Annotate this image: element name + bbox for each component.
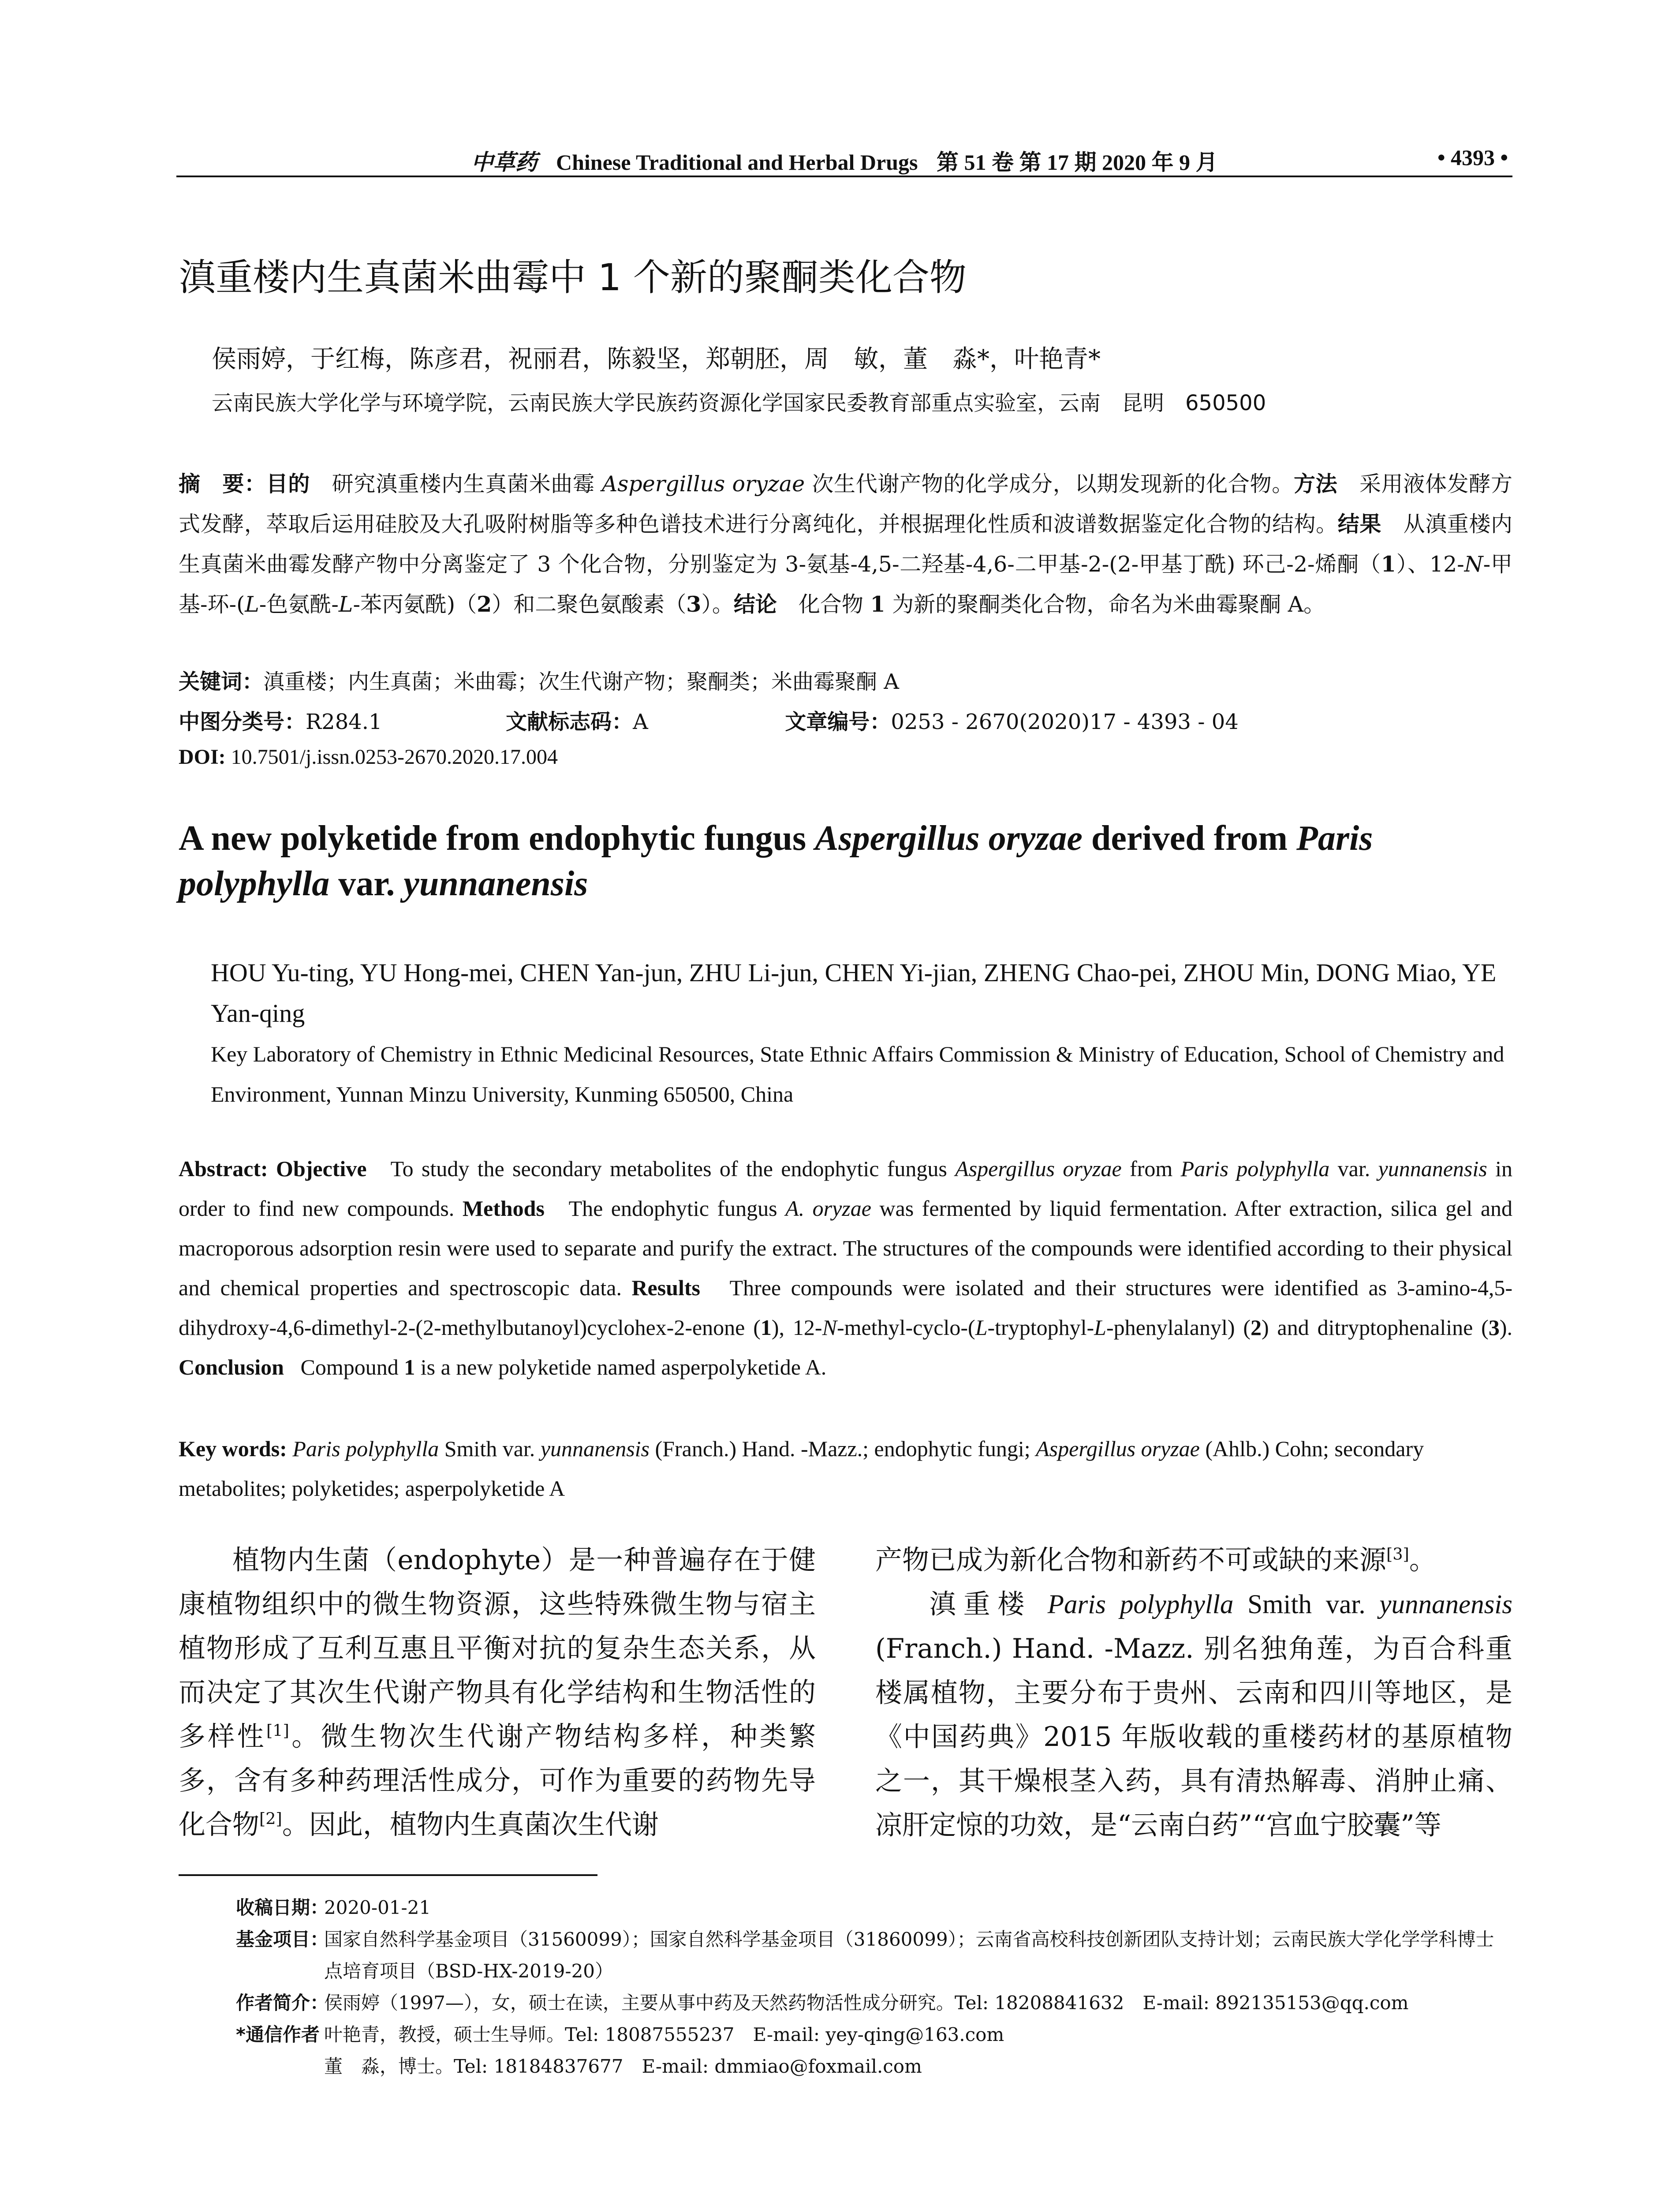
body-right-text-1: 产物已成为新化合物和新药不可或缺的来源: [875, 1544, 1387, 1576]
conclusion-cn-2: 为新的聚酮类化合物，命名为米曲霉聚酮 A。: [892, 592, 1325, 617]
results-en-7: ).: [1499, 1315, 1512, 1340]
body-right-plant: Paris polyphylla: [1047, 1590, 1234, 1619]
received-date: 2020-01-21: [324, 1897, 431, 1918]
results-cn-4: -色氨酰-: [259, 592, 339, 617]
methods-label-cn: 方法: [1293, 471, 1338, 497]
clc-value: R284.1: [306, 710, 382, 734]
n-italic-cn: N: [1464, 552, 1483, 577]
results-label-cn: 结果: [1337, 512, 1381, 537]
body-left-text-1: 植物内生菌（endophyte）是一种普遍存在于健康植物组织中的微生物资源，这些特殊微生物与宿主植物形成了互利互惠且平衡对抗的复杂生态关系，从而决定了其次生代谢产物具有化学结构和生物活性的多样性: [179, 1544, 816, 1752]
methods-en-species: A. oryzae: [785, 1196, 871, 1221]
keywords-cn: [179, 665, 899, 695]
title-en-p1: A new polyketide from endophytic fungus: [179, 819, 815, 858]
corresponding-author-1: 叶艳青，教授，硕士生导师。Tel: 18087555237 E-mail: yey-qing@163.com: [324, 2024, 1004, 2045]
citation-ref-1[interactable]: [1]: [266, 1721, 289, 1740]
conclusion-en-2: is a new polyketide named asperpolyketide A.: [415, 1355, 827, 1379]
results-en-l2: L: [1094, 1315, 1106, 1340]
article-number-value: 0253 - 2670(2020)17 - 4393 - 04: [891, 710, 1239, 734]
title-en-genus: Paris polyphylla: [179, 819, 1373, 903]
page-number: • 4393 •: [1437, 145, 1508, 170]
authors-cn: 侯雨婷，于红梅，陈彦君，祝丽君，陈毅坚，郑朝胚，周 敏，董 淼*，叶艳青*: [212, 345, 1101, 374]
objective-cn: 研究滇重楼内生真菌米曲霉: [332, 471, 595, 497]
body-paragraph-continued: [875, 1538, 1512, 1582]
conclusion-label-cn: 结论: [733, 592, 777, 617]
species-cn-abstract: Aspergillus oryzae: [601, 471, 805, 497]
body-right-text-2a: 滇重楼: [929, 1588, 1048, 1620]
body-left-text-3: 。因此，植物内生真菌次生代谢: [282, 1809, 659, 1840]
article-number-label: 文章编号：: [785, 710, 891, 734]
results-en-3: -methyl-cyclo-(: [836, 1315, 975, 1340]
compound-2-cn: 2: [477, 591, 492, 617]
title-en: [179, 816, 1512, 907]
results-en-2: ), 12-: [771, 1315, 822, 1340]
fund-text: 国家自然科学基金项目（31560099）；国家自然科学基金项目（31860099）；云南省高校科技创新团队支持计划；云南民族大学化学学科博士点培育项目（BSD-HX-2019-20）: [324, 1928, 1494, 1982]
doc-code-label: 文献标志码：: [506, 710, 633, 734]
objective-en-species: Aspergillus oryzae: [955, 1156, 1122, 1181]
keywords-en-species: Aspergillus oryzae: [1036, 1436, 1200, 1461]
running-header: [176, 140, 1512, 177]
footnote-fund: [179, 1924, 1512, 1987]
results-en-n: N: [822, 1315, 837, 1340]
results-en-1: Three compounds were isolated and their structures were identified as 3-amino-4,5-dihydroxy-4,6-dimethyl-2-(2-methylbutanoyl)cyclohex-2-enone (: [179, 1275, 1512, 1340]
methods-cn: 采用液体发酵方式发酵，萃取后运用硅胶及大孔吸附树脂等多种色谱技术进行分离纯化，并根据理化性质和波谱数据鉴定化合物的结构。: [179, 471, 1512, 537]
fund-label: 基金项目：: [236, 1928, 329, 1950]
objective-en-plant: Paris polyphylla: [1180, 1156, 1330, 1181]
body-right-var: yunnanensis: [1379, 1590, 1512, 1619]
results-cn-6: ）和二聚色氨酸素（: [492, 592, 687, 617]
methods-en-1: The endophytic fungus: [568, 1196, 786, 1221]
l1-italic-cn: L: [245, 592, 259, 617]
body-right-text-2b: Smith var.: [1233, 1590, 1380, 1619]
results-en-6: ) and ditryptophenaline (: [1262, 1315, 1489, 1340]
citation-ref-2[interactable]: [2]: [259, 1809, 282, 1828]
keywords-en-2: (Franch.) Hand. -Mazz.; endophytic fungi;: [650, 1436, 1036, 1461]
results-cn-2: ）、12-: [1396, 552, 1464, 577]
objective-label-en: Objective: [276, 1156, 367, 1181]
footnote-corresponding-1: [179, 2019, 1512, 2051]
body-left-text-2: 。微生物次生代谢产物结构多样，种类繁多，含有多种药理活性成分，可作为重要的药物先导化合物: [179, 1721, 816, 1840]
journal-issue: 第 51 卷 第 17 期 2020 年 9 月: [936, 150, 1218, 175]
journal-line: [176, 145, 1512, 176]
objective-en-4: in order to find new compounds.: [179, 1156, 1512, 1221]
results-label-en: Results: [631, 1275, 701, 1300]
doi-value[interactable]: 10.7501/j.issn.0253-2670.2020.17.004: [231, 745, 558, 769]
body-paragraph: [179, 1538, 816, 1847]
classification-line: [179, 705, 1239, 735]
title-cn: 滇重楼内生真菌米曲霉中 1 个新的聚酮类化合物: [179, 256, 967, 299]
conclusion-en-num: 1: [404, 1355, 415, 1379]
abstract-en-label: Abstract:: [179, 1156, 268, 1181]
results-cn-1: 从滇重楼内生真菌米曲霉发酵产物中分离鉴定了 3 个化合物，分别鉴定为 3-氨基-4,5-二羟基-4,6-二甲基-2-(2-甲基丁酰) 环己-2-烯酮（: [179, 512, 1512, 577]
footnote-received: [179, 1892, 1512, 1924]
keywords-en-3: (Ahlb.) Cohn; secondary metabolites; polyketides; asperpolyketide A: [179, 1436, 1424, 1501]
footnote-divider: [179, 1874, 597, 1876]
authors-en: HOU Yu-ting, YU Hong-mei, CHEN Yan-jun, ZHU Li-jun, CHEN Yi-jian, ZHENG Chao-pei, ZHOU Min, DONG Miao, YE Yan-qing: [211, 958, 1497, 1028]
compound-3-cn: 3: [686, 591, 702, 617]
keywords-en-plant: Paris polyphylla: [292, 1436, 439, 1461]
results-en-l1: L: [975, 1315, 988, 1340]
compound-1-cn: 1: [1381, 551, 1396, 577]
received-label: 收稿日期：: [236, 1897, 329, 1918]
objective-label-cn: 目的: [266, 471, 310, 497]
body-column-right: [875, 1538, 1512, 1847]
affiliation-cn: 云南民族大学化学与环境学院，云南民族大学民族药资源化学国家民委教育部重点实验室，云南 昆明 650500: [212, 391, 1266, 415]
results-cn-5: -苯丙氨酰)（: [353, 592, 477, 617]
objective-en-3: var.: [1329, 1156, 1378, 1181]
journal-name-cn: 中草药: [471, 150, 538, 175]
title-en-variety: yunnanensis: [403, 864, 588, 903]
journal-name-en: Chinese Traditional and Herbal Drugs: [556, 150, 918, 175]
clc-label: 中图分类号：: [179, 710, 306, 734]
body-right-text-2c: (Franch.) Hand. -Mazz. 别名独角莲，为百合科重楼属植物，主要分布于贵州、云南和四川等地区，是《中国药典》2015 年版收载的重楼药材的基原植物之一，其干燥根茎入药，具有清热解毒、消肿止痛、凉肝定惊的功效，是“云南白药”“宫血宁胶囊”等: [875, 1633, 1512, 1841]
doc-code-value: A: [633, 710, 648, 734]
corresponding-label: *通信作者: [236, 2024, 320, 2045]
keywords-cn-label: 关键词：: [179, 669, 264, 694]
objective-en-2: from: [1121, 1156, 1181, 1181]
keywords-en-1: Smith var.: [439, 1436, 541, 1461]
results-en-c3: 3: [1488, 1315, 1500, 1340]
results-en-c1: 1: [760, 1315, 772, 1340]
conclusion-cn-1: 化合物: [798, 592, 863, 617]
methods-en-2: was fermented by liquid fermentation. After extraction, silica gel and macroporous adsorption resin were used to separate and purify the extract. The structures of the compounds were identified according to their physical and chemical properties and spectroscopic data.: [179, 1196, 1513, 1300]
doi-line: [179, 745, 558, 769]
author-bio-text: 侯雨婷（1997—），女，硕士在读，主要从事中药及天然药物活性成分研究。Tel: 18208841632 E-mail: 892135153@qq.com: [324, 1992, 1409, 2014]
title-en-p2: derived from: [1082, 819, 1296, 858]
keywords-en-label: Key words:: [179, 1436, 287, 1461]
body-paragraph: [875, 1582, 1512, 1847]
keywords-en: [179, 1429, 1512, 1508]
keywords-cn-text: 滇重楼；内生真菌；米曲霉；次生代谢产物；聚酮类；米曲霉聚酮 A: [263, 669, 899, 694]
title-en-species: Aspergillus oryzae: [815, 819, 1083, 858]
l2-italic-cn: L: [338, 592, 353, 617]
citation-ref-3[interactable]: [3]: [1386, 1544, 1409, 1564]
conclusion-label-en: Conclusion: [179, 1355, 284, 1379]
methods-label-en: Methods: [462, 1196, 545, 1221]
corresponding-author-2: 董 淼，博士。Tel: 18184837677 E-mail: dmmiao@foxmail.com: [324, 2056, 922, 2077]
abstract-en: [179, 1149, 1512, 1387]
doi-label: DOI:: [179, 745, 226, 769]
objective-tail-cn: 次生代谢产物的化学成分，以期发现新的化合物。: [812, 471, 1294, 497]
conclusion-en-1: Compound: [300, 1355, 404, 1379]
objective-en-var: yunnanensis: [1378, 1156, 1487, 1181]
author-bio-label: 作者简介：: [236, 1992, 329, 2014]
footnote-corresponding-2: [179, 2051, 1512, 2082]
footnotes: [179, 1892, 1512, 2082]
conclusion-compound-cn: 1: [870, 591, 885, 617]
results-en-4: -tryptophyl-: [987, 1315, 1094, 1340]
objective-en-1: To study the secondary metabolites of the endophytic fungus: [390, 1156, 956, 1181]
body-column-left: [179, 1538, 816, 1847]
results-cn-7: ）。: [701, 592, 734, 617]
results-cn-3: -甲基-环-(: [179, 552, 1512, 617]
title-en-p3: var.: [329, 864, 404, 903]
keywords-en-var: yunnanensis: [540, 1436, 650, 1461]
abstract-cn-label: 摘 要：: [179, 471, 266, 497]
body-right-text-1-end: 。: [1409, 1544, 1436, 1576]
abstract-cn: [179, 464, 1512, 624]
affiliation-en: Key Laboratory of Chemistry in Ethnic Medicinal Resources, State Ethnic Affairs Commission & Ministry of Education, School of Chemistry and Environment, Yunnan Minzu University, Kunming 650500, China: [211, 1042, 1505, 1106]
footnote-author: [179, 1987, 1512, 2019]
results-en-c2: 2: [1251, 1315, 1262, 1340]
results-en-5: -phenylalanyl) (: [1106, 1315, 1251, 1340]
